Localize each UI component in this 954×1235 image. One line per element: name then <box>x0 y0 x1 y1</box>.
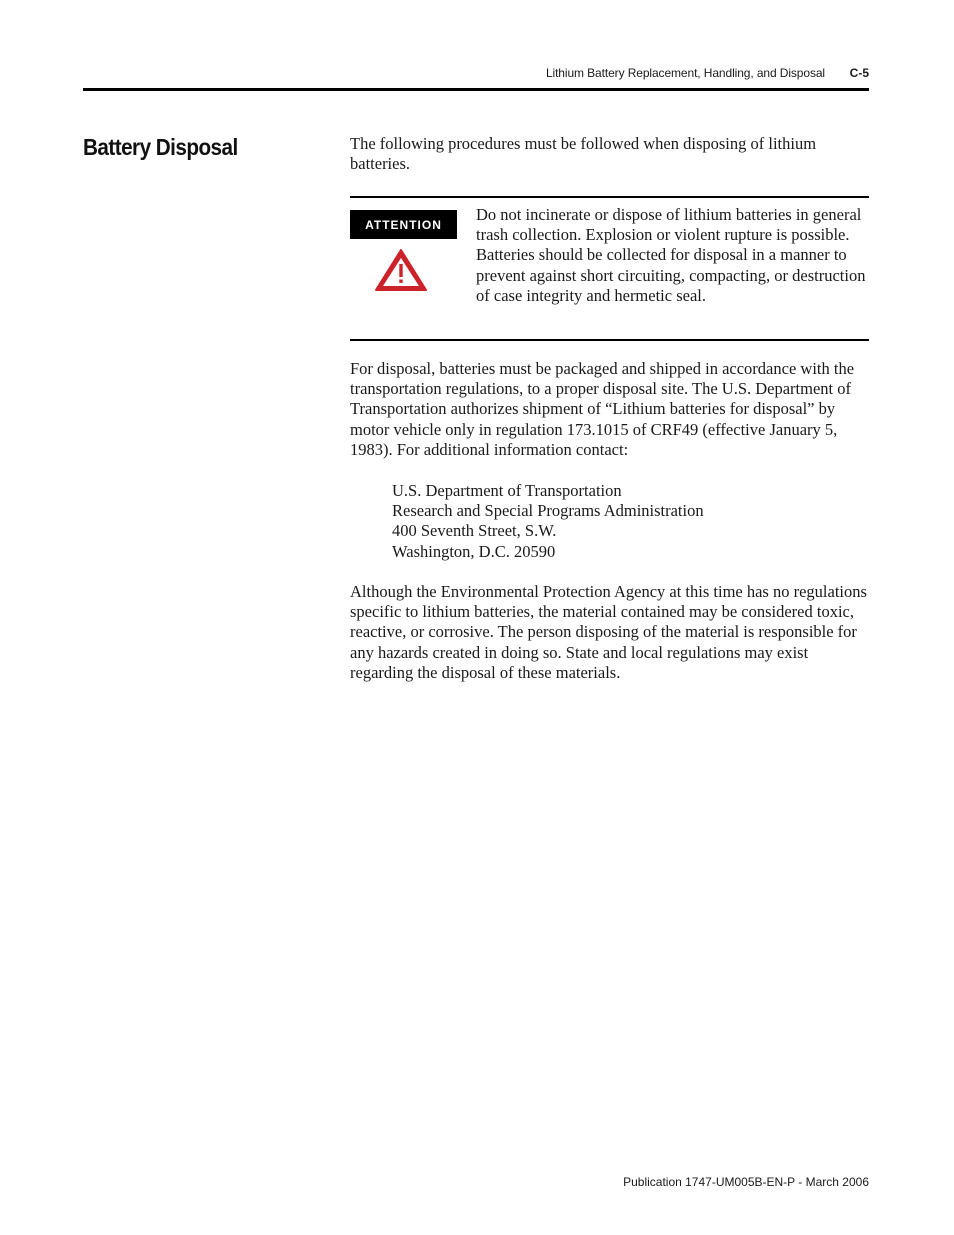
disposal-paragraph: For disposal, batteries must be packaged and shipped in accordance with the transportation regulations, to a proper disposal site. The U.S. Department of Transportation authorizes shipment of “Lithium batteries for disposal” by motor vehicle only in regulation 173.1015 of CRF49 (effective January 5, 1983). For additional information contact: <box>350 359 855 459</box>
attention-message: Do not incinerate or dispose of lithium batteries in general trash collection. Explosion or violent rupture is possible. Batteries should be collected for disposal in a manner to prevent against short circuiting, compacting, or destruction of case integrity and hermetic seal. <box>476 205 866 305</box>
header-divider <box>83 88 869 91</box>
address-line: 400 Seventh Street, S.W. <box>392 521 557 541</box>
attention-bottom-rule <box>350 339 869 341</box>
intro-paragraph: The following procedures must be followed when disposing of lithium batteries. <box>350 134 817 174</box>
publication-footer: Publication 1747-UM005B-EN-P - March 2006 <box>623 1175 869 1189</box>
attention-top-rule <box>350 196 869 198</box>
running-header-title: Lithium Battery Replacement, Handling, and Disposal <box>545 66 825 80</box>
address-line: U.S. Department of Transportation <box>392 481 622 500</box>
address-line: Washington, D.C. 20590 <box>392 541 556 561</box>
epa-paragraph: Although the Environmental Protection Agency at this time has no regulations specific to lithium batteries, the material contained may be considered toxic, reactive, or corrosive. The person disposing of the material is responsible for any hazards created in doing so. State and local regulations may exist regarding the disposal of these materials. <box>350 582 867 682</box>
address-line: Research and Special Programs Administration <box>392 501 704 521</box>
attention-badge: ATTENTION <box>350 210 457 239</box>
page-number: C-5 <box>849 66 869 80</box>
contact-address <box>392 481 862 562</box>
warning-triangle-icon <box>373 247 429 293</box>
section-title: Battery Disposal <box>83 134 238 160</box>
